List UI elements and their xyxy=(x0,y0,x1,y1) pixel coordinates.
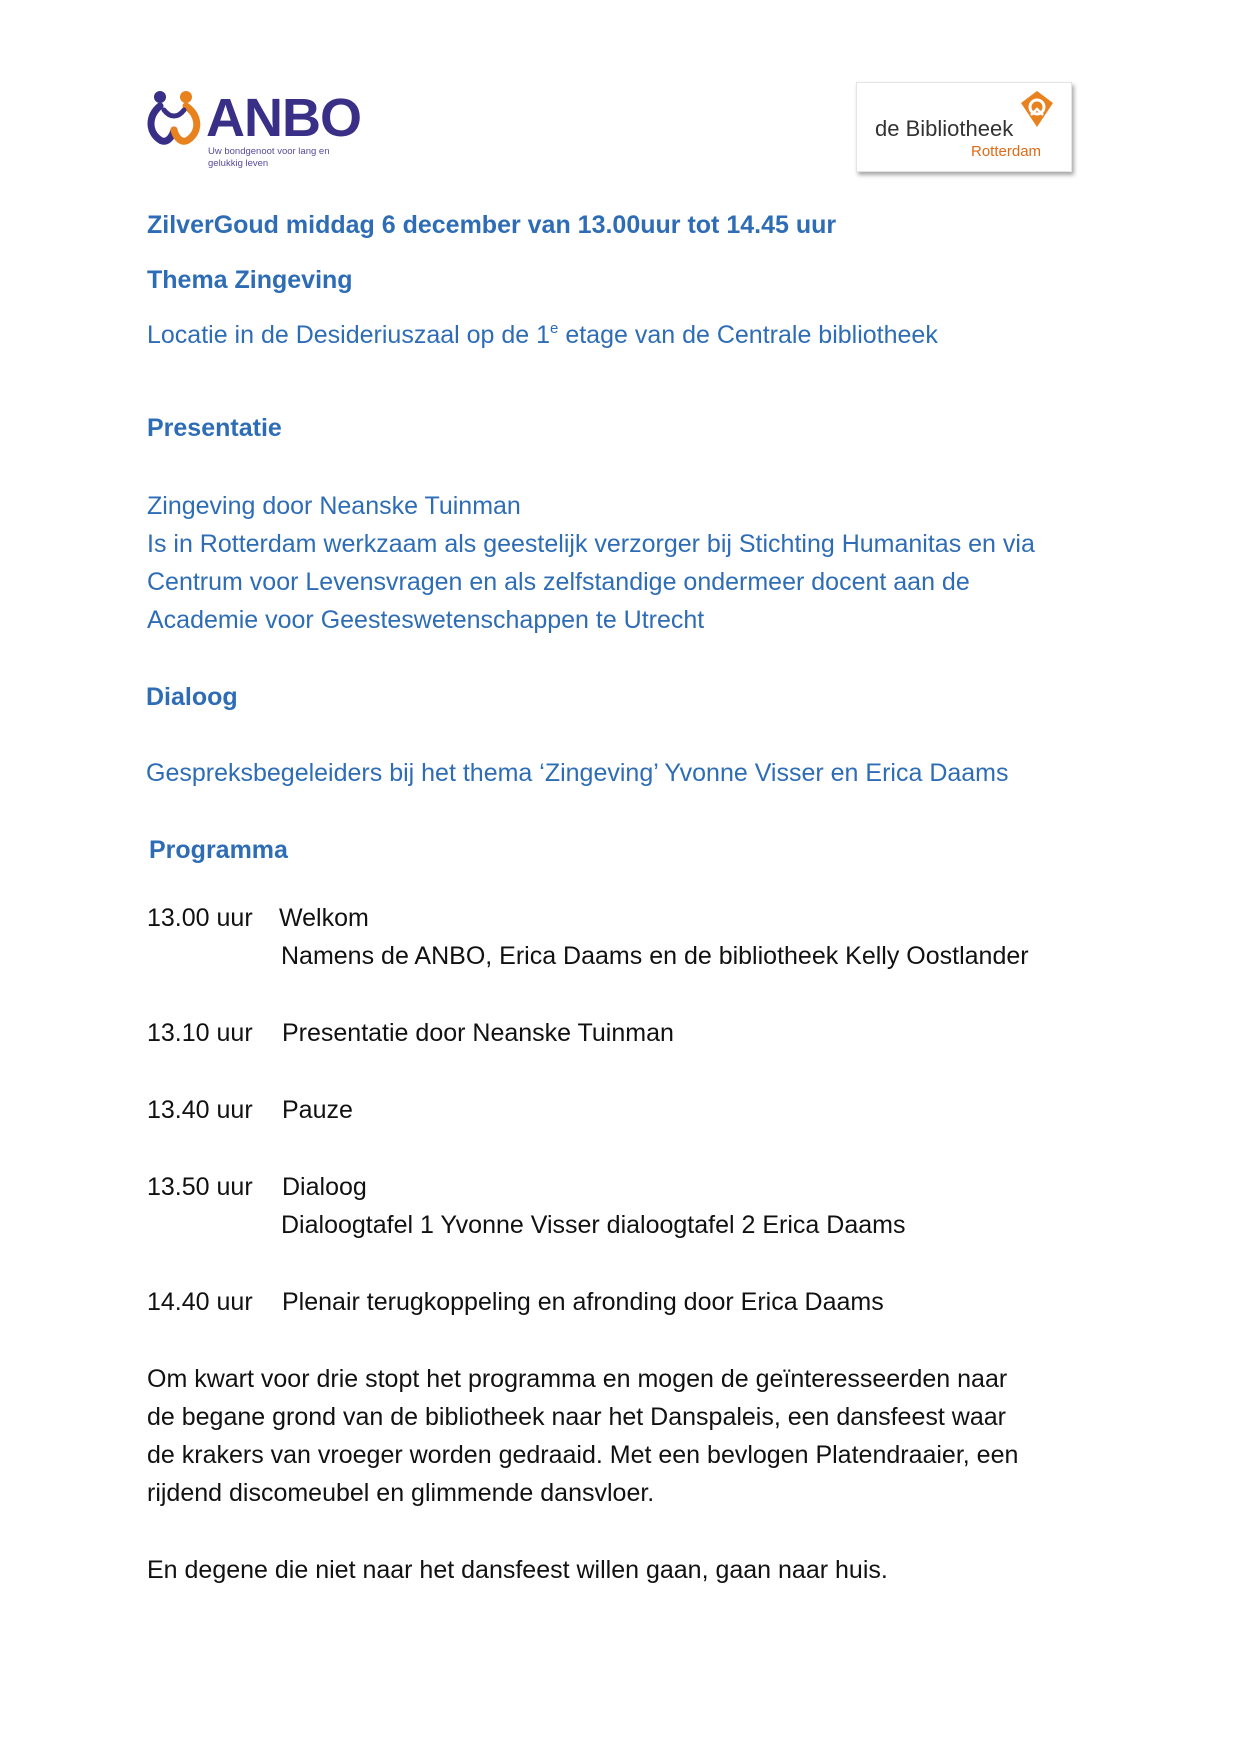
program-time: 13.00 uur xyxy=(147,904,253,932)
presentatie-line: Centrum voor Levensvragen en als zelfstandige ondermeer docent aan de xyxy=(147,568,970,596)
closing-paragraph-line: de begane grond van de bibliotheek naar het Danspaleis, een dansfeest waar xyxy=(147,1403,1006,1431)
closing-paragraph-line: de krakers van vroeger worden gedraaid. Met een bevlogen Platendraaier, een xyxy=(147,1441,1019,1469)
event-title: ZilverGoud middag 6 december van 13.00uur tot 14.45 uur xyxy=(147,211,837,239)
anbo-figures-icon xyxy=(146,88,204,146)
closing-paragraph-line: rijdend discomeubel en glimmende dansvloer. xyxy=(147,1479,655,1507)
program-title: Plenair terugkoppeling en afronding door Erica Daams xyxy=(282,1288,884,1316)
program-time: 13.40 uur xyxy=(147,1096,253,1124)
bibliotheek-logo xyxy=(856,82,1072,172)
program-time: 13.50 uur xyxy=(147,1173,253,1201)
anbo-logo xyxy=(146,86,361,176)
program-title: Dialoog xyxy=(282,1173,367,1201)
program-time: 13.10 uur xyxy=(147,1019,253,1047)
anbo-wordmark: ANBO xyxy=(206,88,361,148)
theme-title: Thema Zingeving xyxy=(147,266,353,294)
closing-paragraph-line: Om kwart voor drie stopt het programma en mogen de geïnteresseerden naar xyxy=(147,1365,1008,1393)
presentatie-heading: Presentatie xyxy=(147,414,282,442)
bibliotheek-city: Rotterdam xyxy=(971,143,1042,160)
program-title: Welkom xyxy=(279,904,369,932)
dialoog-text: Gespreksbegeleiders bij het thema ‘Zingeving’ Yvonne Visser en Erica Daams xyxy=(146,759,1009,787)
bibliotheek-diamond-icon xyxy=(1017,89,1057,129)
program-detail: Namens de ANBO, Erica Daams en de bibliotheek Kelly Oostlander xyxy=(281,942,1029,970)
presentatie-line: Zingeving door Neanske Tuinman xyxy=(147,492,521,520)
closing-final-line: En degene die niet naar het dansfeest willen gaan, gaan naar huis. xyxy=(147,1556,888,1584)
location-text-start: Locatie in de Desideriuszaal op de 1 xyxy=(147,321,551,349)
programma-heading: Programma xyxy=(149,836,288,864)
program-title: Presentatie door Neanske Tuinman xyxy=(282,1019,674,1047)
presentatie-line: Academie voor Geesteswetenschappen te Utrecht xyxy=(147,606,705,634)
program-item xyxy=(147,899,369,937)
program-item xyxy=(147,1091,353,1129)
presentatie-line: Is in Rotterdam werkzaam als geestelijk verzorger bij Stichting Humanitas en via xyxy=(147,530,1035,558)
anbo-tagline: Uw bondgenoot voor lang en gelukkig leven xyxy=(208,146,330,169)
program-item xyxy=(147,1283,884,1321)
program-time: 14.40 uur xyxy=(147,1288,253,1316)
location-superscript: e xyxy=(550,320,559,337)
location-text-end: etage van de Centrale bibliotheek xyxy=(558,321,938,349)
program-title: Pauze xyxy=(282,1096,353,1124)
bibliotheek-name: de Bibliotheek xyxy=(875,116,1014,141)
program-detail: Dialoogtafel 1 Yvonne Visser dialoogtafel 2 Erica Daams xyxy=(281,1211,906,1239)
location-line xyxy=(147,316,938,354)
program-item xyxy=(147,1014,674,1052)
dialoog-heading: Dialoog xyxy=(146,683,238,711)
program-item xyxy=(147,1168,367,1206)
